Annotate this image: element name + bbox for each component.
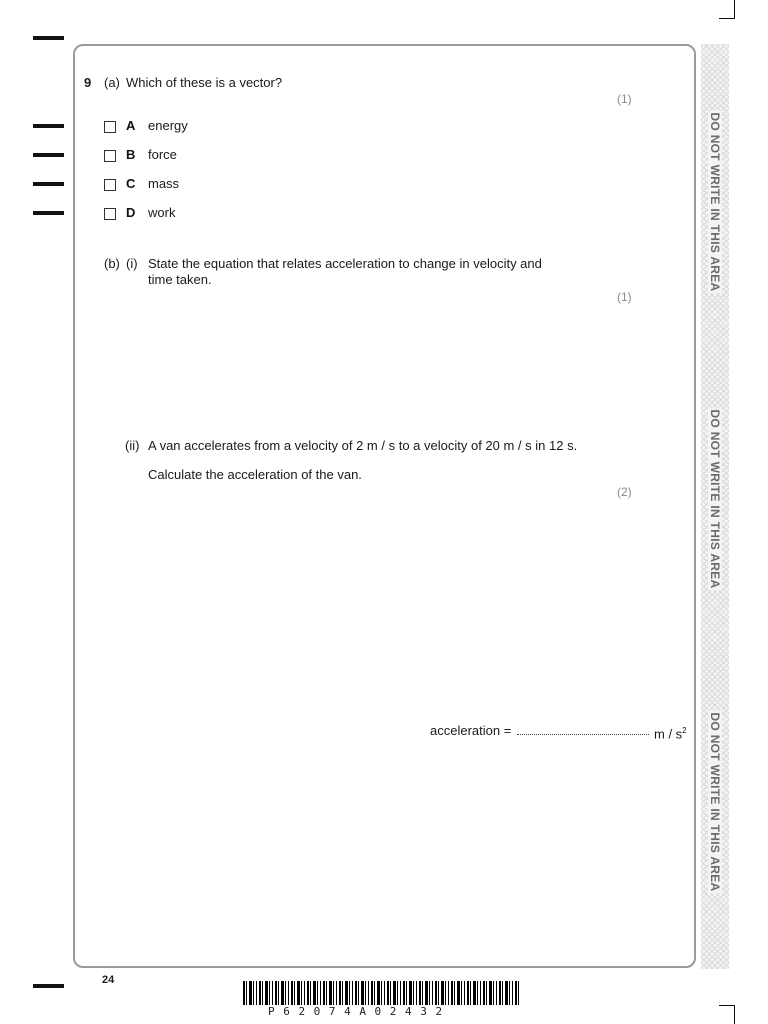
registration-mark (33, 124, 64, 128)
margin-warning: DO NOT WRITE IN THIS AREA (708, 112, 722, 292)
registration-mark (33, 984, 64, 988)
checkbox-d[interactable] (104, 208, 116, 220)
question-number: 9 (84, 75, 92, 90)
part-a-label: (a) (104, 75, 120, 90)
crop-mark (734, 1005, 735, 1024)
unit-superscript: 2 (682, 726, 687, 735)
answer-unit (654, 723, 687, 742)
part-b-ii-text: A van accelerates from a velocity of 2 m / s to a velocity of 20 m / s in 12 s. (148, 438, 578, 453)
part-b-label: (b) (104, 256, 120, 271)
page-number: 24 (102, 974, 115, 986)
crop-mark (719, 18, 735, 19)
crop-mark (719, 1005, 735, 1006)
option-text: energy (148, 118, 188, 133)
part-b-ii-marks: (2) (617, 485, 632, 499)
answer-line[interactable] (517, 734, 649, 735)
part-b-ii-instruction: Calculate the acceleration of the van. (148, 467, 362, 482)
checkbox-b[interactable] (104, 150, 116, 162)
answer-label: acceleration = (430, 723, 512, 738)
option-letter: A (126, 118, 136, 133)
part-b-ii-label: (ii) (125, 438, 140, 453)
registration-mark (33, 211, 64, 215)
crop-mark (734, 0, 735, 19)
barcode (243, 981, 521, 1005)
option-text: work (148, 205, 176, 220)
option-letter: C (126, 176, 136, 191)
registration-mark (33, 182, 64, 186)
checkbox-c[interactable] (104, 179, 116, 191)
option-text: mass (148, 176, 180, 191)
part-a-prompt: Which of these is a vector? (126, 75, 283, 90)
unit-text: m / s (654, 726, 683, 742)
registration-mark (33, 36, 64, 40)
barcode-text: P62074A02432 (268, 1005, 451, 1018)
part-b-i-text: State the equation that relates acceleration to change in velocity and (148, 256, 542, 271)
margin-warning: DO NOT WRITE IN THIS AREA (708, 712, 722, 892)
option-text: force (148, 147, 177, 162)
registration-mark (33, 153, 64, 157)
part-b-i-text: time taken. (148, 272, 212, 287)
margin-warning: DO NOT WRITE IN THIS AREA (708, 409, 722, 589)
part-b-i-marks: (1) (617, 290, 632, 304)
checkbox-a[interactable] (104, 121, 116, 133)
option-letter: B (126, 147, 136, 162)
option-letter: D (126, 205, 136, 220)
part-b-i-label: (i) (126, 256, 138, 271)
part-a-marks: (1) (617, 92, 632, 106)
